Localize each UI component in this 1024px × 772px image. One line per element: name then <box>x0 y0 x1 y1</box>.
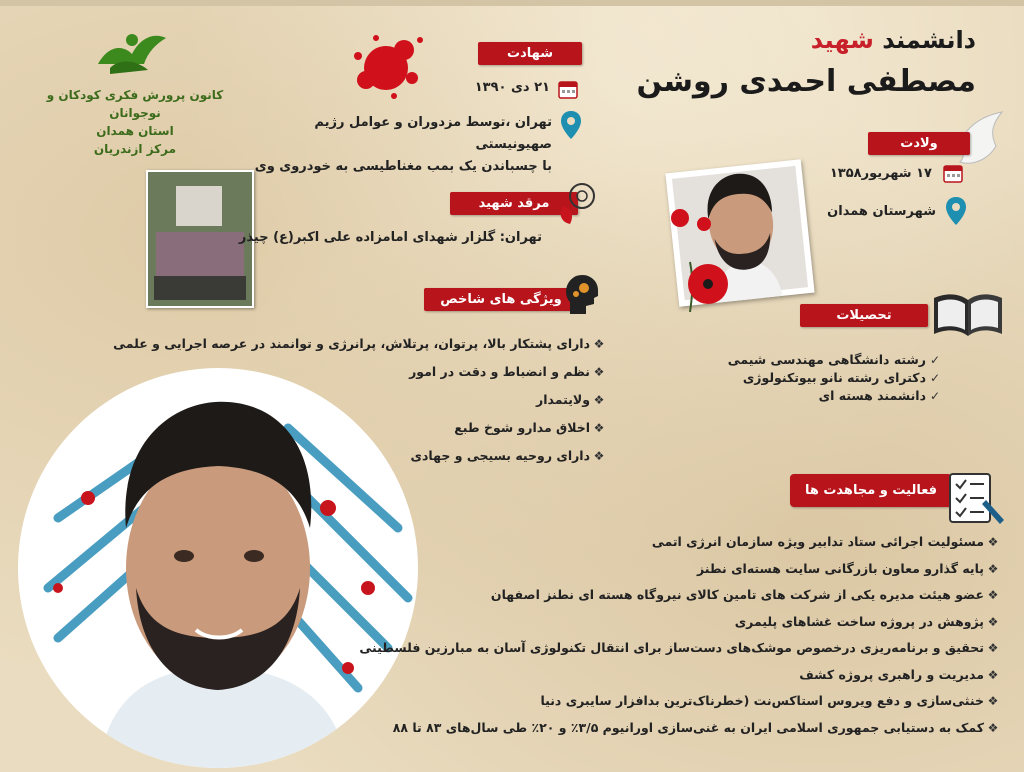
traits-badge: ویژگی های شاخص <box>424 288 578 311</box>
bullet-icon: ❖ <box>987 694 999 708</box>
calendar-icon <box>557 78 579 100</box>
education-item: ✓دکترای رشته نانو بیوتکنولوژی <box>700 370 944 388</box>
bullet-icon: ❖ <box>593 365 605 379</box>
organization-line2: استان همدان <box>96 124 174 138</box>
bullet-icon: ❖ <box>987 641 999 655</box>
bullet-icon: ❖ <box>987 561 999 576</box>
rose-icon <box>552 180 604 228</box>
education-item: ✓رشته دانشگاهی مهندسی شیمی <box>700 352 944 370</box>
open-book-icon <box>930 290 1006 340</box>
tomb-portrait <box>176 186 222 226</box>
martyrdom-description-line2: با چسباندن یک بمب مغناطیسی به خودروی وی <box>254 159 552 174</box>
calendar-icon <box>942 162 964 184</box>
tomb-photo <box>146 170 254 308</box>
blood-splash-icon <box>346 28 430 102</box>
bullet-icon: ❖ <box>593 421 605 435</box>
bullet-icon: ❖ <box>987 535 999 549</box>
head-gears-icon <box>562 272 600 316</box>
activities-item: ❖کمک به دستیابی جمهوری اسلامی ایران به غنی‌سازی اورانیوم ۳/۵٪ و ۲۰٪ طی سال‌های ۸۳ تا ۸۸ <box>420 720 1002 747</box>
bullet-icon: ❖ <box>987 588 999 602</box>
martyrdom-badge: شهادت <box>478 42 582 65</box>
location-pin-icon <box>945 196 967 226</box>
tomb-stone <box>154 276 246 300</box>
traits-item: ❖نظم و انضباط و دقت در امور <box>170 364 608 392</box>
poppy-flowers-icon <box>660 202 732 314</box>
activities-list <box>359 534 1002 746</box>
bullet-icon: ❖ <box>593 393 605 407</box>
organization-text <box>30 86 240 158</box>
activities-item: ❖پژوهش در پروژه ساخت غشاهای پلیمری <box>420 614 1002 641</box>
martyrdom-description <box>250 112 552 178</box>
title-top <box>811 26 976 54</box>
birth-place: شهرستان همدان <box>827 204 936 219</box>
activities-badge: فعالیت و مجاهدت ها <box>790 474 952 507</box>
bullet-icon: ❖ <box>987 720 999 735</box>
check-icon: ✓ <box>929 353 941 367</box>
title-prefix: دانشمند <box>882 26 976 54</box>
martyrdom-description-line1: تهران ،توسط مزدوران و عوامل رژیم صهیونیستی <box>314 115 552 152</box>
martyr-name: مصطفی احمدی روشن <box>636 64 976 99</box>
activities-item: ❖تحقیق و برنامه‌ریزی درخصوص موشک‌های دست‌ساز برای انتقال تکنولوژی آسان به مبارزین فلسطینی <box>420 640 1002 667</box>
education-list <box>700 352 944 406</box>
tomb-flowers <box>156 232 244 278</box>
bullet-icon: ❖ <box>987 614 999 629</box>
traits-item: ❖دارای پشتکار بالا، پرتوان، پرتلاش، پرانرژی و توانمند در عرصه اجرایی و علمی <box>170 336 608 364</box>
birth-badge: ولادت <box>868 132 970 155</box>
checklist-icon <box>946 470 1008 528</box>
bullet-icon: ❖ <box>593 337 605 351</box>
organization-line3: مرکز ازندریان <box>93 142 177 156</box>
birth-date: ۱۷ شهریور۱۳۵۸ <box>829 166 932 181</box>
traits-item: ❖دارای روحیه بسیجی و جهادی <box>170 448 608 476</box>
bullet-icon: ❖ <box>593 449 605 463</box>
activities-item: ❖مسئولیت اجرائی ستاد تدابیر ویژه سازمان انرژی اتمی <box>420 534 1002 561</box>
traits-item: ❖ولایتمدار <box>170 392 608 420</box>
activities-item: ❖پایه گذارو معاون بازرگانی سایت هسته‌ای نطنز <box>420 561 1002 588</box>
check-icon: ✓ <box>929 389 941 403</box>
activities-item: ❖مدیریت و راهبری پروژه کشف <box>420 667 1002 694</box>
organization-logo-icon <box>92 24 172 80</box>
traits-item: ❖اخلاق مدارو شوخ طبع <box>170 420 608 448</box>
portrait-graphic <box>18 368 418 768</box>
location-pin-icon <box>560 110 582 140</box>
martyrdom-date: ۲۱ دی ۱۳۹۰ <box>474 80 550 95</box>
tomb-badge: مرقد شهید <box>450 192 578 215</box>
tomb-place: تهران: گلزار شهدای امامزاده علی اکبر(ع) چیذر <box>238 230 542 245</box>
education-badge: تحصیلات <box>800 304 928 327</box>
bullet-icon: ❖ <box>987 667 999 682</box>
education-item: ✓دانشمند هسته ای <box>700 388 944 406</box>
activities-item: ❖خنثی‌سازی و دفع ویروس استاکس‌نت (خطرناک‌ترین بدافزار سایبری دنیا <box>420 693 1002 720</box>
check-icon: ✓ <box>929 371 941 385</box>
organization-line1: کانون پرورش فکری کودکان و نوجوانان <box>46 88 224 120</box>
activities-item: ❖عضو هیئت مدیره یکی از شرکت های تامین کالای نیروگاه هسته ای نطنز اصفهان <box>420 587 1002 614</box>
title-accent: شهید <box>810 26 874 54</box>
main-portrait <box>18 368 418 768</box>
